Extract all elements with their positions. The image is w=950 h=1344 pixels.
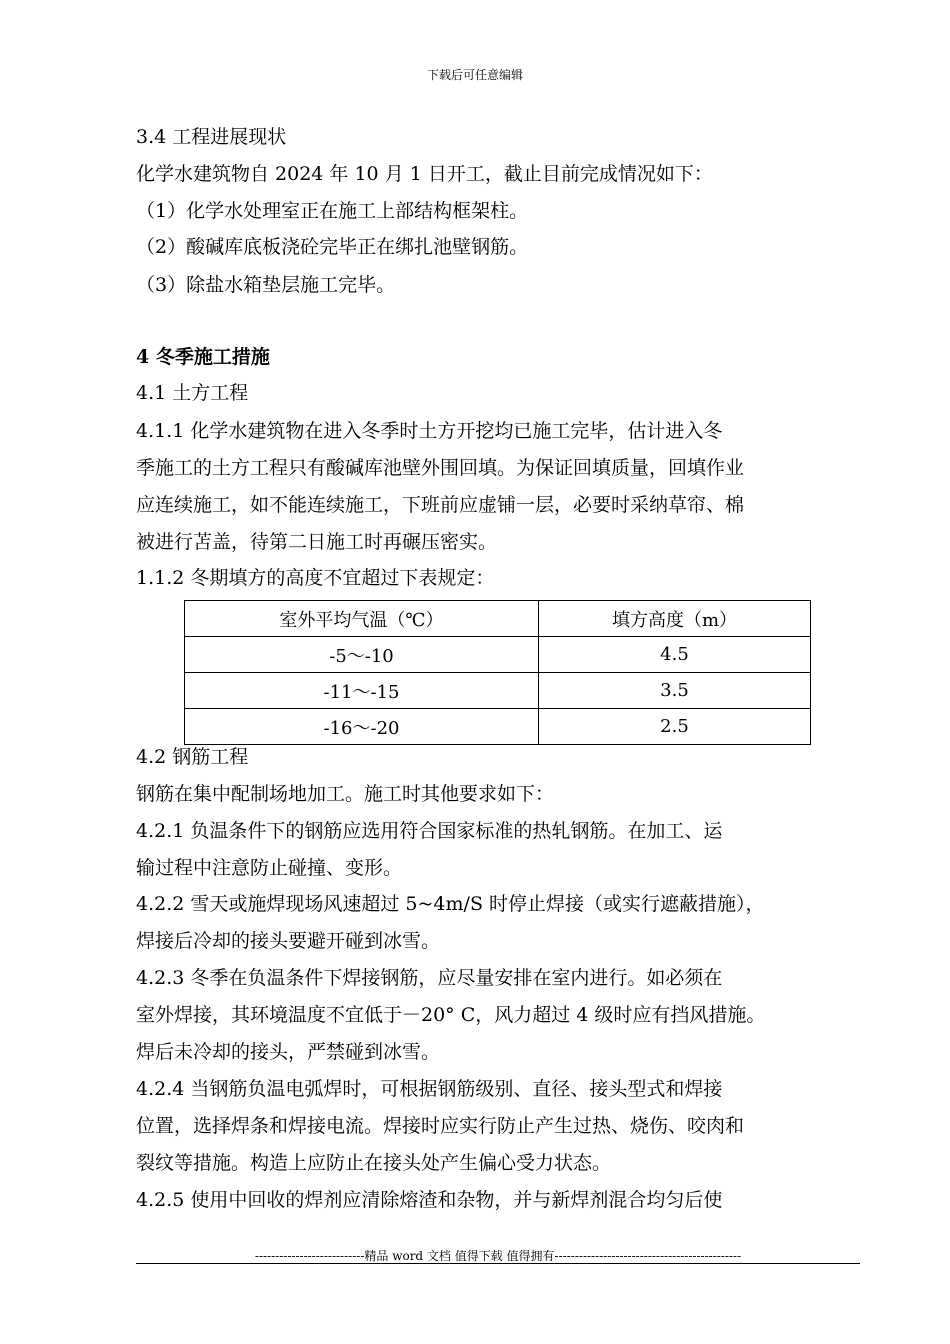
table-cell: -11～-15 bbox=[185, 673, 539, 709]
table-header-cell: 室外平均气温（℃） bbox=[185, 601, 539, 637]
body-line: 位置，选择焊条和焊接电流。焊接时应实行防止产生过热、烧伤、咬肉和 bbox=[136, 1115, 745, 1137]
body-line: 4.2.1 负温条件下的钢筋应选用符合国家标准的热轧钢筋。在加工、运 bbox=[136, 820, 723, 842]
table-header-row bbox=[185, 601, 811, 637]
page-header: 下载后可任意编辑 bbox=[426, 68, 523, 82]
table-header-cell: 填方高度（m） bbox=[539, 601, 811, 637]
body-line: 输过程中注意防止碰撞、变形。 bbox=[136, 857, 403, 879]
footer-divider bbox=[136, 1263, 860, 1264]
body-line: 4.2.5 使用中回收的焊剂应清除熔渣和杂物，并与新焊剂混合均匀后使 bbox=[136, 1189, 723, 1211]
table-cell: 4.5 bbox=[539, 637, 811, 673]
table-row bbox=[185, 709, 811, 745]
list-item: （1）化学水处理室正在施工上部结构框架柱。 bbox=[136, 200, 529, 222]
body-line: 室外焊接，其环境温度不宜低于－20° C，风力超过 4 级时应有挡风措施。 bbox=[136, 1004, 766, 1026]
subsection-heading-4-2: 4.2 钢筋工程 bbox=[136, 746, 249, 768]
body-line: 1.1.2 冬期填方的高度不宜超过下表规定： bbox=[136, 567, 495, 589]
body-line: 化学水建筑物自 2024 年 10 月 1 日开工，截止目前完成情况如下： bbox=[136, 163, 713, 185]
body-line: 焊后未冷却的接头，严禁碰到冰雪。 bbox=[136, 1041, 441, 1063]
body-line: 4.2.4 当钢筋负温电弧焊时，可根据钢筋级别、直径、接头型式和焊接 bbox=[136, 1078, 723, 1100]
body-line: 季施工的土方工程只有酸碱库池壁外围回填。为保证回填质量，回填作业 bbox=[136, 457, 745, 479]
table-row bbox=[185, 673, 811, 709]
body-line: 应连续施工，如不能连续施工，下班前应虚铺一层，必要时采纳草帘、棉 bbox=[136, 494, 745, 516]
list-item: （2）酸碱库底板浇砼完毕正在绑扎池壁钢筋。 bbox=[136, 236, 529, 258]
body-line: 焊接后冷却的接头要避开碰到冰雪。 bbox=[136, 930, 441, 952]
body-line: 4.1.1 化学水建筑物在进入冬季时土方开挖均已施工完毕，估计进入冬 bbox=[136, 420, 723, 442]
body-line: 4.2.2 雪天或施焊现场风速超过 5~4m/S 时停止焊接（或实行遮蔽措施）， bbox=[136, 893, 765, 915]
table-cell: 3.5 bbox=[539, 673, 811, 709]
fill-height-table bbox=[184, 600, 811, 745]
body-line: 被进行苫盖，待第二日施工时再碾压密实。 bbox=[136, 531, 498, 553]
section-heading-3-4: 3.4 工程进展现状 bbox=[136, 126, 287, 148]
body-line: 钢筋在集中配制场地加工。施工时其他要求如下： bbox=[136, 783, 555, 805]
table-row bbox=[185, 637, 811, 673]
subsection-heading-4-1: 4.1 土方工程 bbox=[136, 382, 249, 404]
page-footer: ---------------------------精品 word 文档 值得下载 值得拥有---------------------------------------------- bbox=[254, 1249, 742, 1263]
table-cell: 2.5 bbox=[539, 709, 811, 745]
table-cell: -5～-10 bbox=[185, 637, 539, 673]
body-line: 裂纹等措施。构造上应防止在接头处产生偏心受力状态。 bbox=[136, 1152, 612, 1174]
table-cell: -16～-20 bbox=[185, 709, 539, 745]
section-heading-4: 4 冬季施工措施 bbox=[136, 346, 270, 368]
list-item: （3）除盐水箱垫层施工完毕。 bbox=[136, 274, 396, 296]
body-line: 4.2.3 冬季在负温条件下焊接钢筋，应尽量安排在室内进行。如必须在 bbox=[136, 967, 723, 989]
